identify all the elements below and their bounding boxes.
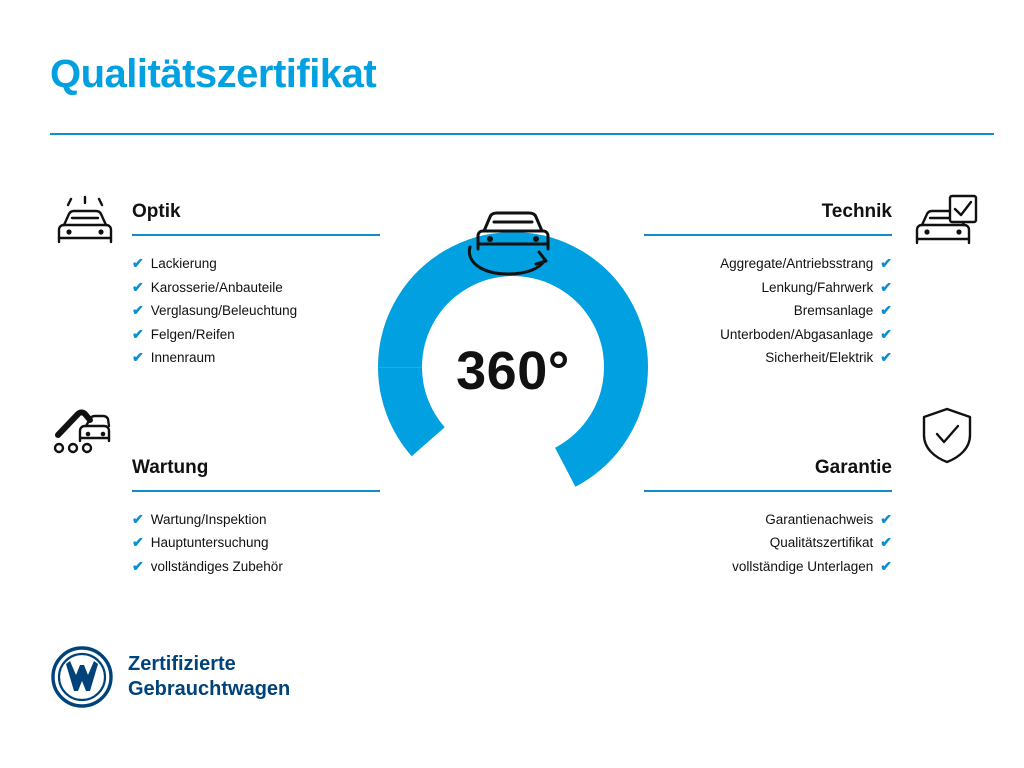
list-item — [644, 555, 974, 579]
list-item — [644, 508, 974, 532]
section-optik-list — [50, 252, 380, 370]
section-wartung-title: Wartung — [132, 456, 209, 478]
list-item-label: Felgen/Reifen — [150, 326, 235, 342]
list-item — [644, 346, 974, 370]
check-icon: ✔ — [880, 255, 892, 271]
list-item-label: Innenraum — [150, 350, 216, 365]
list-item-label: Wartung/Inspektion — [150, 511, 267, 527]
list-item-label: Hauptuntersuchung — [150, 535, 269, 550]
list-item — [50, 252, 380, 276]
check-icon: ✔ — [132, 302, 144, 318]
list-item — [644, 252, 974, 276]
badge-ring-label: Gebrauchtwagen-Check — [420, 368, 606, 460]
section-garantie-list — [644, 508, 974, 579]
list-item — [644, 276, 974, 300]
footer-line-1: Zertifizierte — [128, 653, 236, 675]
check-icon: ✔ — [132, 349, 144, 365]
section-technik-list — [644, 252, 974, 370]
section-technik-title: Technik — [821, 201, 892, 222]
check-icon: ✔ — [880, 349, 892, 365]
section-optik-title: Optik — [132, 201, 181, 222]
list-item-label: Sicherheit/Elektrik — [765, 350, 874, 365]
list-item — [50, 323, 380, 347]
check-icon: ✔ — [132, 278, 144, 295]
list-item-label: Karosserie/Anbauteile — [150, 279, 283, 295]
list-item-label: Garantienachweis — [765, 511, 874, 527]
list-item — [50, 508, 380, 532]
list-item-label: Verglasung/Beleuchtung — [150, 303, 298, 318]
right-column — [644, 200, 974, 578]
list-item — [50, 531, 380, 555]
check-icon: ✔ — [132, 255, 144, 271]
check-icon: ✔ — [880, 278, 892, 295]
list-item-label: vollständige Unterlagen — [732, 558, 874, 574]
list-item — [644, 299, 974, 323]
footer-text — [128, 652, 290, 702]
list-item — [50, 346, 380, 370]
list-item — [644, 531, 974, 555]
section-garantie — [644, 456, 974, 579]
vw-logo — [50, 645, 114, 709]
list-item — [50, 299, 380, 323]
page-title: Qualitätszertifikat — [50, 52, 377, 96]
list-item-label: Aggregate/Antriebsstrang — [720, 256, 874, 271]
left-column — [50, 200, 380, 578]
list-item-label: vollständiges Zubehör — [150, 558, 283, 574]
footer-branding — [50, 645, 290, 709]
car-polish-icon — [50, 194, 120, 252]
check-icon: ✔ — [880, 510, 892, 527]
badge-360-value: 360° — [456, 341, 570, 401]
footer-line-2: Gebrauchtwagen — [128, 678, 291, 700]
check-icon: ✔ — [132, 325, 144, 342]
check-icon: ✔ — [880, 325, 892, 342]
section-optik-divider — [132, 234, 380, 236]
section-wartung — [50, 456, 380, 579]
list-item — [644, 323, 974, 347]
section-garantie-divider — [644, 490, 892, 492]
check-icon: ✔ — [132, 510, 144, 527]
list-item — [50, 276, 380, 300]
list-item-label: Bremsanlage — [793, 303, 874, 318]
list-item-label: Qualitätszertifikat — [769, 535, 874, 550]
badge-360-check — [378, 192, 648, 492]
check-icon: ✔ — [132, 534, 144, 550]
list-item-label: Lenkung/Fahrwerk — [761, 279, 874, 295]
shield-check-icon — [916, 404, 986, 462]
section-wartung-header — [50, 456, 380, 500]
list-item-label: Unterboden/Abgasanlage — [720, 326, 874, 342]
check-icon: ✔ — [132, 557, 144, 574]
car-lift-icon — [50, 404, 120, 462]
list-item-label: Lackierung — [150, 256, 217, 271]
section-garantie-title: Garantie — [814, 456, 892, 478]
car-check-icon — [910, 194, 980, 252]
check-icon: ✔ — [880, 534, 892, 550]
check-icon: ✔ — [880, 302, 892, 318]
section-technik-divider — [644, 234, 892, 236]
section-wartung-list — [50, 508, 380, 579]
list-item — [50, 555, 380, 579]
section-wartung-divider — [132, 490, 380, 492]
check-icon: ✔ — [880, 557, 892, 574]
title-divider — [50, 133, 994, 135]
